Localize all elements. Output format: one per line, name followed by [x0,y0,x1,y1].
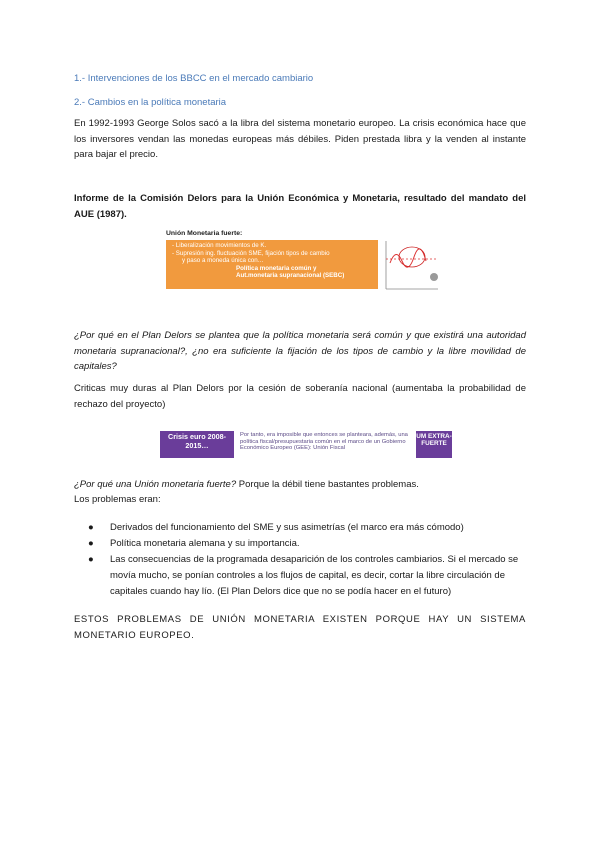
fiscal-union-text: Por tanto, era imposible que entonces se planteara, además, una política fiscal/presupuestaria común en el marco de un Gobierno Económico Europeo (GEE): Unión Fiscal [240,432,408,452]
question-strong-union: ¿Por qué una Unión monetaria fuerte? [74,479,237,490]
list-item [88,536,526,552]
paragraph-delors-report: Informe de la Comisión Delors para la Unión Económica y Monetaria, resultado del mandato del AUE (1987). [74,193,526,220]
figure-title: Unión Monetaria fuerte: [166,230,243,237]
figure-line: - Supresión ing. fluctuación SME, fijación tipos de cambio [172,249,330,257]
figure-line: y paso a moneda única con… [182,257,264,265]
answer-strong-union: Porque la débil tiene bastantes problemas. [236,479,419,490]
heading-monetary-policy: 2.- Cambios en la política monetaria [74,97,227,108]
list-item [88,520,526,536]
sketch-ball [430,273,438,281]
bullet-icon: ● [88,554,94,565]
um-extra-fuerte-box: UM EXTRA-FUERTE [416,431,452,458]
figure-line: Política monetaria común y [236,264,317,272]
orange-figure [166,240,378,289]
list-item [88,552,526,600]
problems-list [88,520,526,600]
bullet-icon: ● [88,522,94,533]
crisis-euro-box: Crisis euro 2008-2015… [160,431,234,458]
heading-interventions: 1.- Intervenciones de los BBCC en el mercado cambiario [74,73,314,84]
question-delors: ¿Por qué en el Plan Delors se plantea que la política monetaria será común y que existirá una autoridad monetaria supranacional?, ¿no era suficiente la fijación de los tipos de cambio y la libre movilidad de capitales? [74,330,526,372]
paragraph-uppercase: ESTOS PROBLEMAS DE UNIÓN MONETARIA EXISTEN PORQUE HAY UN SISTEMA MONETARIO EUROPEO. [74,614,526,641]
paragraph-criticism: Criticas muy duras al Plan Delors por la cesión de soberanía nacional (aumentaba la probabilidad de rechazo del proyecto) [74,383,526,410]
list-item-text: Derivados del funcionamiento del SME y sus asimetrías (el marco era más cómodo) [110,522,464,533]
bullet-icon: ● [88,538,94,549]
figure-line: Aut.monetaria supranacional (SEBC) [236,272,345,280]
figure-line: - Liberalización movimientos de K. [172,242,267,249]
paragraph-problems: Los problemas eran: [74,494,161,505]
exchange-rate-sketch [380,237,442,297]
list-item-text: Política monetaria alemana y su importancia. [110,538,300,549]
list-item-text: Las consecuencias de la programada desaparición de los controles cambiarios. Si el mercado se movía mucho, se ponían controles a los flujos de capital, es decir, cortar la libre circulación de capitales cuando hay lío. (El Plan Delors dice que no se podía hacer en el futuro) [110,554,519,597]
paragraph-strong-union [74,477,526,493]
sketch-circle [399,247,425,267]
paragraph-soros: En 1992-1993 George Solos sacó a la libra del sistema monetario europeo. La crisis económica hace que los inversores vendan las monedas europeas más débiles. Piden prestada libra y la venden al instante para bajar el precio. [74,118,526,160]
